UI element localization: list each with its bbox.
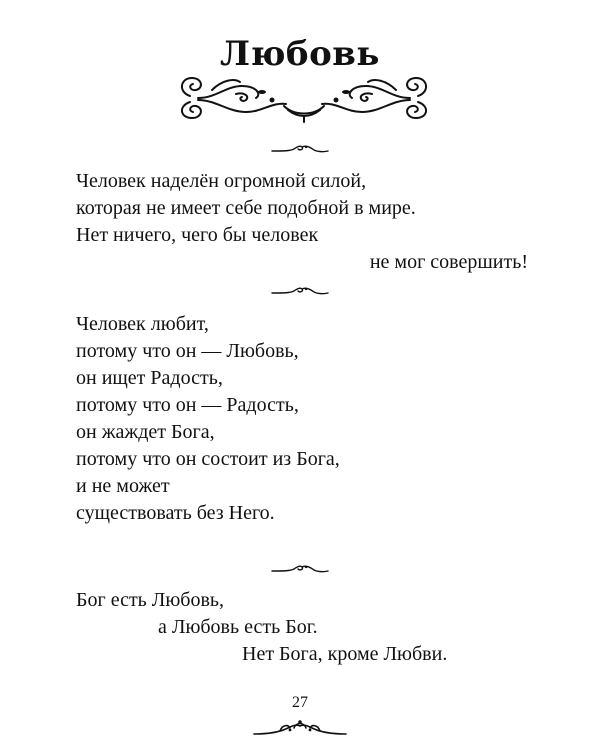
stanza-line: а Любовь есть Бог. [158, 616, 318, 638]
stanza-line: потому что он — Радость, [76, 394, 299, 416]
stanza-line: потому что он состоит из Бога, [76, 448, 340, 470]
stanza-line: он ищет Радость, [76, 367, 223, 389]
stanza-2 [76, 311, 536, 527]
stanza-3 [76, 587, 536, 668]
stanza-line: существовать без Него. [76, 502, 275, 524]
stanza-1 [76, 168, 536, 276]
flourish-divider-icon [270, 143, 330, 155]
stanza-line: он жаждет Бога, [76, 421, 215, 443]
flourish-divider-icon [270, 563, 330, 575]
stanza-line: которая не имеет себе подобной в мире. [76, 197, 416, 219]
stanza-line: не мог совершить! [369, 251, 528, 273]
stanza-line: Человек любит, [76, 313, 209, 335]
stanza-line: потому что он — Любовь, [76, 340, 299, 362]
title-scroll-ornament-icon [176, 72, 432, 124]
bottom-ornament-icon [250, 718, 350, 738]
flourish-divider-icon [270, 285, 330, 297]
stanza-line: и не может [76, 475, 170, 497]
stanza-line: Нет ничего, чего бы человек [76, 224, 319, 246]
page-number: 27 [292, 694, 308, 711]
page-title: Любовь [220, 34, 380, 74]
stanza-line: Нет Бога, кроме Любви. [242, 643, 448, 665]
stanza-line: Человек наделён огромной силой, [76, 170, 367, 192]
stanza-line: Бог есть Любовь, [76, 589, 225, 611]
